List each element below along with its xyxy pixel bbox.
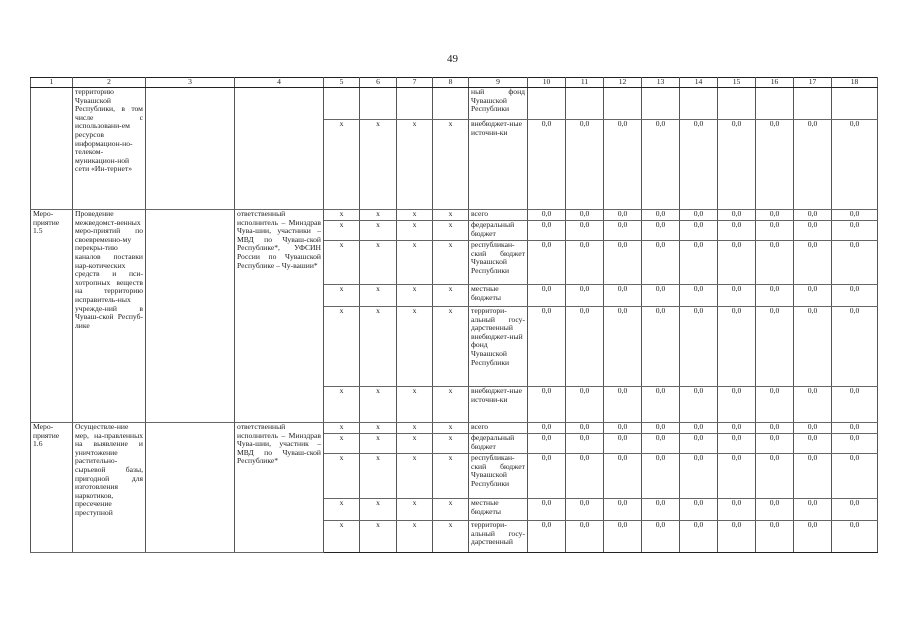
code-mark: х [360,307,397,387]
funding-source: ный фонд Чувашской Республики [469,88,528,120]
amount-value: 0,0 [566,521,604,553]
amount-value: 0,0 [528,307,566,387]
amount-value: 0,0 [718,434,756,454]
code-mark: х [324,241,360,285]
table-row [31,88,878,120]
code-cell [360,88,397,120]
amount-value: 0,0 [642,210,680,221]
amount-value: 0,0 [604,434,642,454]
amount-value: 0,0 [680,434,718,454]
code-mark: х [324,521,360,553]
code-mark: х [324,285,360,307]
activity-cell [146,88,235,210]
funding-source: местные бюджеты [469,285,528,307]
activity-cell [146,423,235,553]
column-number: 14 [680,78,718,88]
column-number: 4 [235,78,324,88]
code-mark: х [433,521,469,553]
code-mark: х [433,499,469,521]
amount-value: 0,0 [680,120,718,210]
code-mark: х [433,307,469,387]
code-mark: х [397,120,433,210]
amount-value: 0,0 [832,434,878,454]
amount-value: 0,0 [604,241,642,285]
funding-source: республикан-ский бюджет Чувашской Республики [469,241,528,285]
executor-cell: ответственный исполнитель – Минздрав Чува-шии, участники – МВД по Чуваш-ской Республике*, УФСИН России по Чувашской Республике – Чу-вашии* [235,210,324,423]
code-mark: х [433,285,469,307]
code-mark: х [397,387,433,423]
funding-source: всего [469,423,528,434]
code-mark: х [433,120,469,210]
amount-value: 0,0 [832,454,878,499]
amount-value: 0,0 [680,241,718,285]
amount-value: 0,0 [718,521,756,553]
amount-value: 0,0 [566,221,604,241]
amount-value: 0,0 [566,210,604,221]
amount-value: 0,0 [756,241,794,285]
amount-value: 0,0 [680,454,718,499]
amount-value: 0,0 [832,423,878,434]
amount-value: 0,0 [718,241,756,285]
code-mark: х [360,454,397,499]
amount-value: 0,0 [794,221,832,241]
funding-source: местные бюджеты [469,499,528,521]
code-cell [397,88,433,120]
amount-value: 0,0 [832,241,878,285]
amount-value: 0,0 [566,120,604,210]
amount-value: 0,0 [794,120,832,210]
amount-value: 0,0 [566,499,604,521]
amount-value: 0,0 [604,307,642,387]
amount-value: 0,0 [756,387,794,423]
amount-value: 0,0 [528,285,566,307]
activity-description: Проведение межведомст-венных меро-приятий по своевременно-му перекры-тию каналов поставки нар-котических средств и пси-хотропных веществ на территорию исправитель-ных учрежде-ний в Чуваш-ской Респуб-лике [73,210,146,423]
code-mark: х [360,241,397,285]
code-mark: х [324,307,360,387]
amount-value: 0,0 [794,423,832,434]
amount-value: 0,0 [528,210,566,221]
amount-value: 0,0 [604,221,642,241]
code-mark: х [397,499,433,521]
amount-value: 0,0 [642,120,680,210]
code-mark: х [397,285,433,307]
code-cell [433,88,469,120]
column-number: 11 [566,78,604,88]
code-mark: х [360,499,397,521]
code-mark: х [397,241,433,285]
amount-value: 0,0 [604,454,642,499]
code-mark: х [324,434,360,454]
amount-value: 0,0 [680,521,718,553]
amount-value: 0,0 [566,434,604,454]
amount-value: 0,0 [718,454,756,499]
amount-value: 0,0 [604,387,642,423]
amount-value: 0,0 [528,434,566,454]
column-number: 13 [642,78,680,88]
amount-value: 0,0 [794,210,832,221]
funding-source: федеральный бюджет [469,434,528,454]
column-number: 17 [794,78,832,88]
amount-value: 0,0 [756,307,794,387]
amount-value: 0,0 [832,387,878,423]
code-cell [324,88,360,120]
amount-value: 0,0 [756,434,794,454]
amount-value: 0,0 [680,387,718,423]
amount-value: 0,0 [718,387,756,423]
code-mark: х [360,210,397,221]
amount-value: 0,0 [642,307,680,387]
amount-value: 0,0 [718,285,756,307]
amount-value: 0,0 [680,210,718,221]
amount-value: 0,0 [566,387,604,423]
column-number: 5 [324,78,360,88]
column-number: 3 [146,78,235,88]
amount-value: 0,0 [832,521,878,553]
amount-value: 0,0 [642,221,680,241]
activity-label [31,88,73,210]
amount-value: 0,0 [794,387,832,423]
amount-value: 0,0 [604,210,642,221]
amount-value: 0,0 [794,285,832,307]
amount-value: 0,0 [756,120,794,210]
amount-value: 0,0 [756,454,794,499]
amount-value: 0,0 [794,521,832,553]
amount-value: 0,0 [832,221,878,241]
funding-source: федеральный бюджет [469,221,528,241]
amount-value: 0,0 [718,307,756,387]
amount-value: 0,0 [794,499,832,521]
amount-value: 0,0 [604,499,642,521]
code-mark: х [324,454,360,499]
funding-source: территори-альный госу-дарственный внебюджет-ный фонд Чувашской Республики [469,307,528,387]
amount-value: 0,0 [528,521,566,553]
funding-source: республикан-ский бюджет Чувашской Республики [469,454,528,499]
column-number: 15 [718,78,756,88]
code-mark: х [360,434,397,454]
amount-value: 0,0 [528,120,566,210]
column-number: 16 [756,78,794,88]
code-mark: х [397,423,433,434]
amount-value: 0,0 [566,241,604,285]
amount-value: 0,0 [718,210,756,221]
code-mark: х [360,387,397,423]
amount-value: 0,0 [832,499,878,521]
amount-value: 0,0 [680,423,718,434]
column-number: 12 [604,78,642,88]
code-mark: х [433,454,469,499]
funding-source: всего [469,210,528,221]
amount-value: 0,0 [718,423,756,434]
column-number-row [31,78,878,88]
amount-value: 0,0 [680,499,718,521]
code-mark: х [397,454,433,499]
amount-value: 0,0 [604,285,642,307]
amount-value: 0,0 [794,454,832,499]
amount-value: 0,0 [528,454,566,499]
amount-value: 0,0 [604,120,642,210]
column-number: 6 [360,78,397,88]
column-number: 9 [469,78,528,88]
code-mark: х [397,307,433,387]
amount-value: 0,0 [756,210,794,221]
amount-value: 0,0 [528,423,566,434]
code-mark: х [397,221,433,241]
amount-value: 0,0 [566,423,604,434]
code-mark: х [433,221,469,241]
amount-value: 0,0 [794,307,832,387]
amount-value: 0,0 [756,521,794,553]
amount-value: 0,0 [756,499,794,521]
code-mark: х [360,285,397,307]
amount-value: 0,0 [794,434,832,454]
amount-value: 0,0 [680,285,718,307]
amount-value: 0,0 [756,221,794,241]
amount-value: 0,0 [528,387,566,423]
amount-value: 0,0 [604,521,642,553]
code-mark: х [324,120,360,210]
code-mark: х [433,434,469,454]
code-mark: х [397,521,433,553]
column-number: 2 [73,78,146,88]
code-mark: х [360,221,397,241]
funding-source: внебюджет-ные источни-ки [469,120,528,210]
funding-source: внебюджет-ные источни-ки [469,387,528,423]
code-mark: х [397,210,433,221]
amount-value: 0,0 [718,499,756,521]
amount-value: 0,0 [642,521,680,553]
amount-value: 0,0 [680,221,718,241]
amount-value: 0,0 [832,210,878,221]
column-number: 7 [397,78,433,88]
amount-value: 0,0 [642,423,680,434]
amount-value: 0,0 [718,221,756,241]
amount-value: 0,0 [718,120,756,210]
code-mark: х [360,423,397,434]
activity-cell [146,210,235,423]
column-number: 8 [433,78,469,88]
amount-value: 0,0 [642,434,680,454]
table-row [31,423,878,434]
amount-value: 0,0 [604,423,642,434]
executor-cell: ответственный исполнитель – Минздрав Чува-шии, участник – МВД по Чуваш-ской Республике* [235,423,324,553]
activity-description: Осуществле-ние мер, на-правленных на выявление и уничтожение растительно-сырьевой базы, пригодной для изготовления наркотиков, пресечение преступной [73,423,146,553]
amount-value: 0,0 [566,307,604,387]
activity-label: Меро-приятие 1.5 [31,210,73,423]
amount-value: 0,0 [756,285,794,307]
code-mark: х [324,423,360,434]
funding-source: территори-альный госу-дарственный [469,521,528,553]
amount-value: 0,0 [642,241,680,285]
code-mark: х [360,521,397,553]
executor-cell [235,88,324,210]
code-mark: х [324,221,360,241]
code-mark: х [397,434,433,454]
amount-value: 0,0 [642,387,680,423]
code-mark: х [324,210,360,221]
amount-value: 0,0 [642,499,680,521]
amount-value: 0,0 [566,454,604,499]
activity-label: Меро-приятие 1.6 [31,423,73,553]
page-number: 49 [447,53,458,65]
amount-value: 0,0 [680,307,718,387]
code-mark: х [324,499,360,521]
amount-value: 0,0 [832,307,878,387]
code-mark: х [433,241,469,285]
code-mark: х [433,387,469,423]
amount-value: 0,0 [832,120,878,210]
table-row [31,210,878,221]
column-number: 18 [832,78,878,88]
amount-value: 0,0 [642,454,680,499]
activity-description: территорию Чувашской Республики, в том числе с использовани-ем ресурсов информацион-но-телеком-муникацион-ной сети «Ин-тернет» [73,88,146,210]
column-number: 1 [31,78,73,88]
amount-value: 0,0 [528,241,566,285]
amount-value: 0,0 [832,285,878,307]
code-mark: х [433,423,469,434]
amount-value: 0,0 [566,285,604,307]
amount-value: 0,0 [528,221,566,241]
program-activities-table [30,77,878,553]
amount-value: 0,0 [756,423,794,434]
code-mark: х [433,210,469,221]
code-mark: х [324,387,360,423]
amount-value: 0,0 [528,499,566,521]
amount-value: 0,0 [642,285,680,307]
column-number: 10 [528,78,566,88]
code-mark: х [360,120,397,210]
amount-value: 0,0 [794,241,832,285]
